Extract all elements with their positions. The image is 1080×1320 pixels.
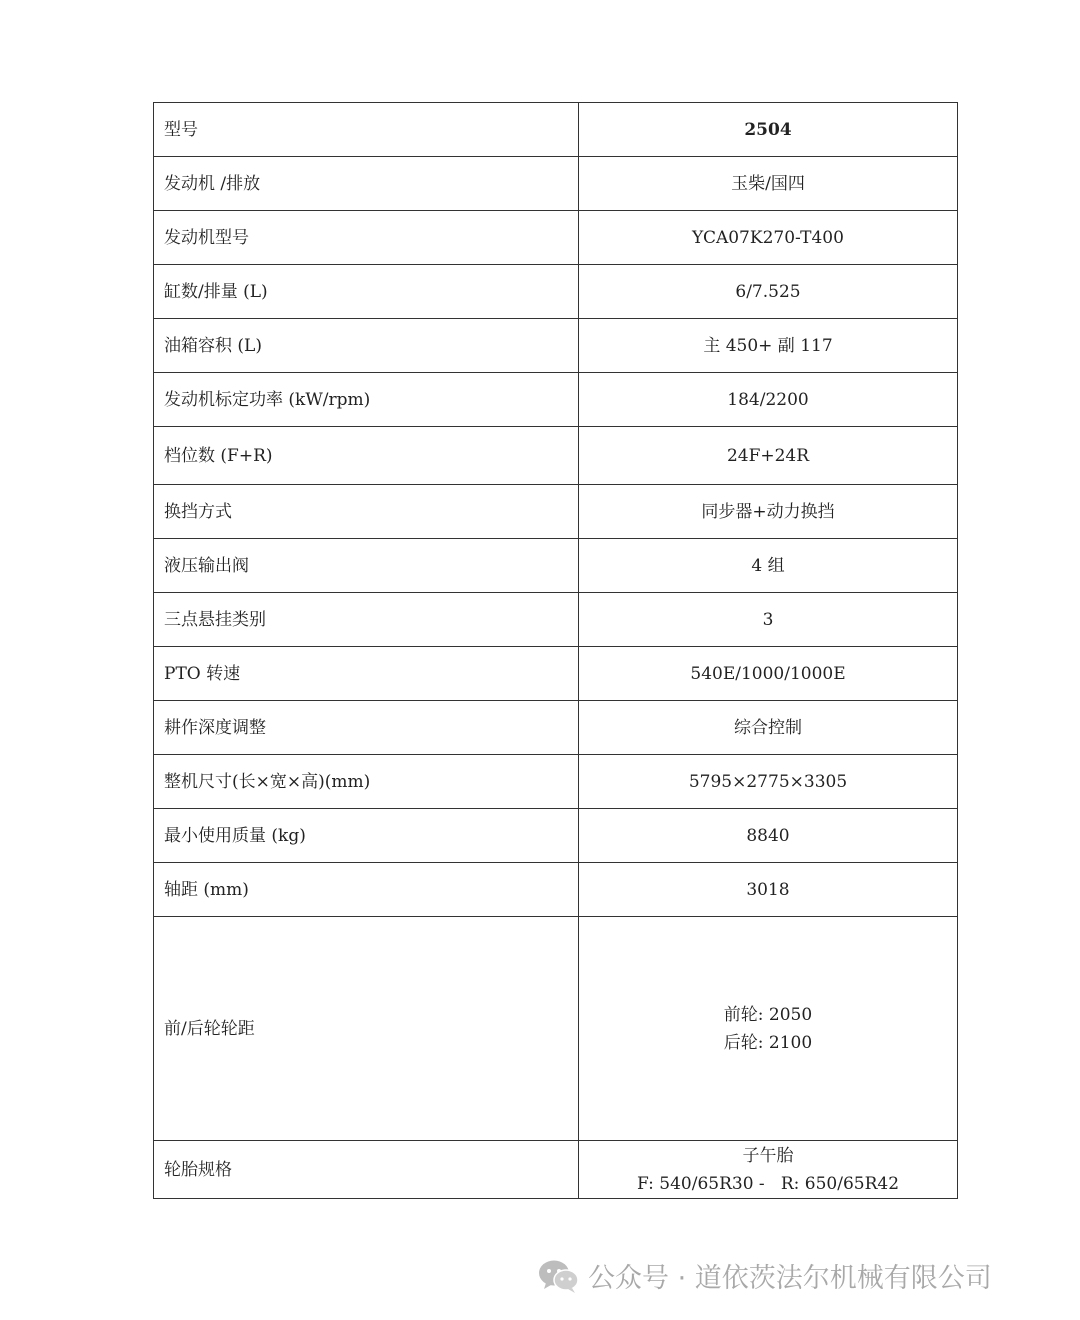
spec-label: 前/后轮轮距: [154, 917, 579, 1141]
footer-text: 公众号 · 道依茨法尔机械有限公司: [588, 1263, 992, 1294]
tire-size-value: F: 540/65R30 - R: 650/65R42: [636, 1173, 900, 1194]
spec-value: 24F+24R: [579, 427, 958, 485]
spec-value: 3: [579, 593, 958, 647]
table-row: [154, 373, 958, 427]
wechat-icon: [538, 1258, 580, 1294]
spec-label: 档位数 (F+R): [154, 427, 579, 485]
spec-label: 发动机型号: [154, 211, 579, 265]
table-row: [154, 157, 958, 211]
table-row: [154, 701, 958, 755]
spec-value: [579, 1141, 958, 1199]
rear-track-value: 后轮: 2100: [723, 1032, 813, 1053]
table-row: [154, 755, 958, 809]
table-row: [154, 265, 958, 319]
table-row: [154, 809, 958, 863]
spec-value: 5795×2775×3305: [579, 755, 958, 809]
table-row: [154, 917, 958, 1141]
spec-value: 3018: [579, 863, 958, 917]
spec-value: 6/7.525: [579, 265, 958, 319]
spec-value: 玉柴/国四: [579, 157, 958, 211]
table-row: [154, 539, 958, 593]
table-row: [154, 319, 958, 373]
spec-label: 液压输出阀: [154, 539, 579, 593]
spec-label: 型号: [154, 103, 579, 157]
spec-value: 主 450+ 副 117: [579, 319, 958, 373]
spec-label: 最小使用质量 (kg): [154, 809, 579, 863]
spec-label: 缸数/排量 (L): [154, 265, 579, 319]
spec-value: YCA07K270-T400: [579, 211, 958, 265]
spec-value: 综合控制: [579, 701, 958, 755]
spec-label: 轮胎规格: [154, 1141, 579, 1199]
tire-type-value: 子午胎: [742, 1145, 794, 1166]
spec-value: 4 组: [579, 539, 958, 593]
spec-table: [153, 102, 958, 1199]
front-track-value: 前轮: 2050: [723, 1004, 813, 1025]
table-row: [154, 211, 958, 265]
table-row: [154, 593, 958, 647]
spec-label: 发动机标定功率 (kW/rpm): [154, 373, 579, 427]
spec-label: 发动机 /排放: [154, 157, 579, 211]
spec-label: 三点悬挂类别: [154, 593, 579, 647]
table-row: [154, 427, 958, 485]
table-row: [154, 647, 958, 701]
table-row: [154, 485, 958, 539]
spec-value: [579, 917, 958, 1141]
table-row: [154, 103, 958, 157]
spec-label: PTO 转速: [154, 647, 579, 701]
spec-value: 540E/1000/1000E: [579, 647, 958, 701]
table-row: [154, 1141, 958, 1199]
spec-value: 184/2200: [579, 373, 958, 427]
spec-value: 同步器+动力换挡: [579, 485, 958, 539]
spec-label: 耕作深度调整: [154, 701, 579, 755]
spec-label: 换挡方式: [154, 485, 579, 539]
spec-label: 轴距 (mm): [154, 863, 579, 917]
spec-value: 2504: [579, 103, 958, 157]
watermark-footer: [538, 1256, 992, 1295]
spec-label: 整机尺寸(长×宽×高)(mm): [154, 755, 579, 809]
spec-label: 油箱容积 (L): [154, 319, 579, 373]
table-row: [154, 863, 958, 917]
spec-value: 8840: [579, 809, 958, 863]
